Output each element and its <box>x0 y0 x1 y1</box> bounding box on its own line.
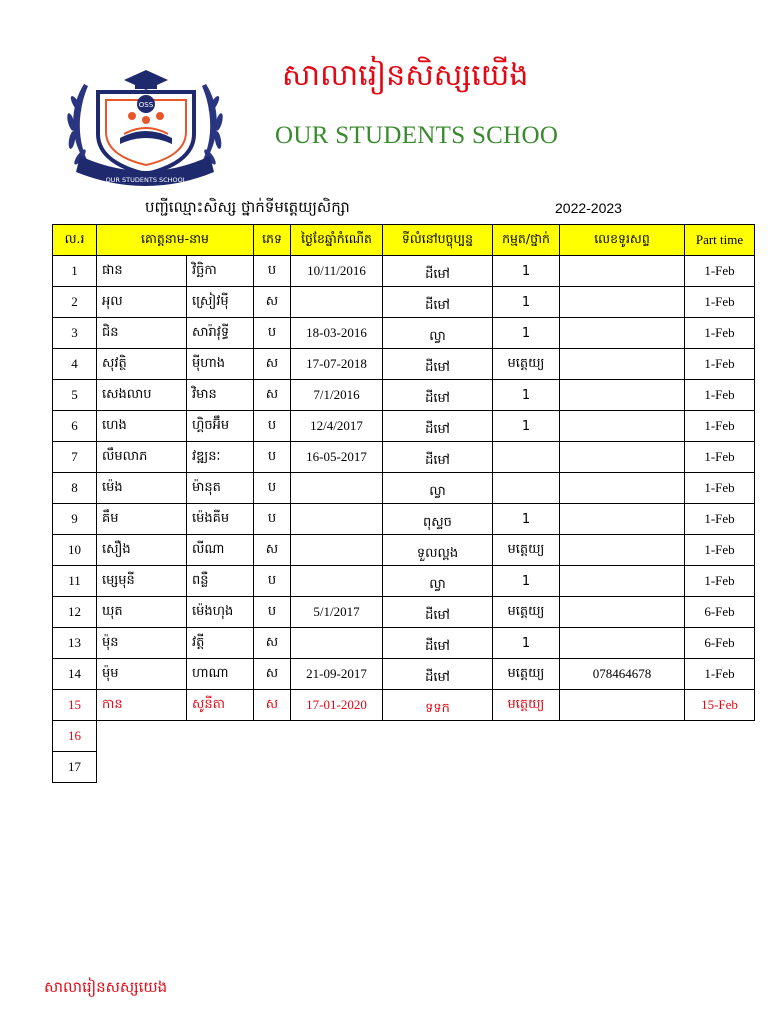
header-part-time: Part time <box>685 225 755 256</box>
cell-address: ល្វា <box>383 318 493 349</box>
cell-sex: ស <box>254 349 291 380</box>
cell-grade: 1 <box>493 380 560 411</box>
cell-address: ដីមៅ <box>383 597 493 628</box>
cell-grade: មត្តេយ្យ <box>493 597 560 628</box>
cell-address: ល្វា <box>383 473 493 504</box>
school-name-english: OUR STUDENTS SCHOO <box>275 122 559 149</box>
cell-dob <box>291 535 383 566</box>
logo-ribbon-text: OUR STUDENTS SCHOOL <box>105 176 187 184</box>
cell-part-time: 1-Feb <box>685 535 755 566</box>
header-no: ល.រ <box>53 225 97 256</box>
cell-given-name: ម៉ានុត <box>187 473 254 504</box>
cell-grade: មត្តេយ្យ <box>493 690 560 721</box>
cell-phone <box>560 256 685 287</box>
cell-sex: ស <box>254 659 291 690</box>
cell-sex: ប <box>254 566 291 597</box>
cell-part-time: 1-Feb <box>685 287 755 318</box>
cell-given-name: វត្តី <box>187 628 254 659</box>
cell-no: 14 <box>53 659 97 690</box>
cell-address: ដីមៅ <box>383 411 493 442</box>
cell-family-name: ម៉ុម <box>97 659 187 690</box>
cell-no: 15 <box>53 690 97 721</box>
table-row <box>53 504 755 535</box>
header-dob: ថ្ងៃខែឆ្នាំកំណើត <box>291 225 383 256</box>
cell-given-name: ស្រៀវម៉ី <box>187 287 254 318</box>
cell-phone <box>560 442 685 473</box>
cell-given-name: ពន្លឺ <box>187 566 254 597</box>
cell-no: 3 <box>53 318 97 349</box>
cell-address: ទួលល្ពង <box>383 535 493 566</box>
cell-family-name: ម្សេមុនី <box>97 566 187 597</box>
table-row <box>53 659 755 690</box>
cell-no: 6 <box>53 411 97 442</box>
cell-given-name: វឌ្ឍនៈ <box>187 442 254 473</box>
cell-phone <box>560 628 685 659</box>
cell-grade <box>493 473 560 504</box>
cell-no: 5 <box>53 380 97 411</box>
cell-address: ដីមៅ <box>383 349 493 380</box>
cell-no: 2 <box>53 287 97 318</box>
cell-sex: ស <box>254 535 291 566</box>
cell-family-name: ហេង <box>97 411 187 442</box>
cell-no: 16 <box>53 721 97 752</box>
cell-dob <box>291 287 383 318</box>
cell-grade: មត្តេយ្យ <box>493 535 560 566</box>
school-year: 2022-2023 <box>555 200 622 216</box>
cell-phone <box>560 535 685 566</box>
cell-sex: ប <box>254 411 291 442</box>
cell-family-name: អុល <box>97 287 187 318</box>
cell-no: 4 <box>53 349 97 380</box>
cell-no: 13 <box>53 628 97 659</box>
cell-dob <box>291 504 383 535</box>
cell-family-name: គឹម <box>97 504 187 535</box>
cell-family-name: លឹមលាភ <box>97 442 187 473</box>
cell-no: 10 <box>53 535 97 566</box>
cell-dob <box>291 473 383 504</box>
cell-dob: 5/1/2017 <box>291 597 383 628</box>
cell-given-name: សូនីតា <box>187 690 254 721</box>
table-row <box>53 535 755 566</box>
cell-address: ពុស្ទច <box>383 504 493 535</box>
header-grade: កម្មត/ថ្នាក់ <box>493 225 560 256</box>
cell-sex: ប <box>254 504 291 535</box>
cell-family-name: កាន <box>97 690 187 721</box>
cell-grade: 1 <box>493 504 560 535</box>
cell-phone <box>560 690 685 721</box>
cell-given-name: លីណា <box>187 535 254 566</box>
cell-no: 1 <box>53 256 97 287</box>
school-name-khmer: សាលារៀនសិស្សយើង <box>282 58 529 93</box>
cell-sex: ស <box>254 628 291 659</box>
cell-grade: 1 <box>493 287 560 318</box>
cell-address: ល្វា <box>383 566 493 597</box>
cell-part-time: 6-Feb <box>685 628 755 659</box>
cell-given-name: វិច្ឆិកា <box>187 256 254 287</box>
student-list-title: បញ្ជីឈ្មោះសិស្ស ថ្នាក់ទីមត្តេយ្យសិក្សា <box>145 198 350 216</box>
school-logo <box>54 64 236 194</box>
cell-no: 7 <box>53 442 97 473</box>
cell-family-name: ម៉េង <box>97 473 187 504</box>
header-phone: លេខទូរសព្ទ <box>560 225 685 256</box>
cell-grade: 1 <box>493 318 560 349</box>
cell-family-name: ផាន <box>97 256 187 287</box>
cell-given-name: វិមាន <box>187 380 254 411</box>
cell-dob: 7/1/2016 <box>291 380 383 411</box>
cell-family-name: ម៉ុន <box>97 628 187 659</box>
header-name: គោត្តនាម-នាម <box>97 225 254 256</box>
cell-dob <box>291 566 383 597</box>
cell-given-name: ម៉េងហុង <box>187 597 254 628</box>
cell-phone <box>560 566 685 597</box>
table-row <box>53 442 755 473</box>
cell-dob: 21-09-2017 <box>291 659 383 690</box>
cell-sex: ស <box>254 287 291 318</box>
table-row <box>53 597 755 628</box>
cell-part-time: 1-Feb <box>685 256 755 287</box>
table-row <box>53 628 755 659</box>
cell-address: ដីមៅ <box>383 256 493 287</box>
cell-part-time: 1-Feb <box>685 504 755 535</box>
cell-family-name: សេងលាប <box>97 380 187 411</box>
cell-family-name: ឃុត <box>97 597 187 628</box>
cell-family-name: សឿង <box>97 535 187 566</box>
cell-phone: 078464678 <box>560 659 685 690</box>
header-address: ទីលំនៅបច្ចុប្បន្ន <box>383 225 493 256</box>
cell-phone <box>560 597 685 628</box>
cell-given-name: ហ្គិចអ៊ឹម <box>187 411 254 442</box>
cell-sex: ប <box>254 442 291 473</box>
header-sex: ភេទ <box>254 225 291 256</box>
cell-dob: 10/11/2016 <box>291 256 383 287</box>
cell-grade: 1 <box>493 256 560 287</box>
cell-address: ដីមៅ <box>383 287 493 318</box>
table-row <box>53 473 755 504</box>
cell-address: ទទក <box>383 690 493 721</box>
cell-phone <box>560 380 685 411</box>
cell-family-name: ជិន <box>97 318 187 349</box>
cell-no: 8 <box>53 473 97 504</box>
cell-given-name: សារ៉ាវុទ្ធី <box>187 318 254 349</box>
cell-dob: 17-01-2020 <box>291 690 383 721</box>
cell-sex: ប <box>254 597 291 628</box>
cell-sex: ស <box>254 690 291 721</box>
cell-sex: ប <box>254 256 291 287</box>
table-row <box>53 411 755 442</box>
table-header-row <box>53 225 755 256</box>
table-row <box>53 349 755 380</box>
cell-address: ដីមៅ <box>383 380 493 411</box>
cell-no: 12 <box>53 597 97 628</box>
cell-part-time: 1-Feb <box>685 566 755 597</box>
cell-part-time: 1-Feb <box>685 442 755 473</box>
cell-dob: 16-05-2017 <box>291 442 383 473</box>
table-row <box>53 318 755 349</box>
cell-no: 9 <box>53 504 97 535</box>
cell-given-name: ហាណា <box>187 659 254 690</box>
cell-sex: ស <box>254 380 291 411</box>
table-row <box>53 380 755 411</box>
cell-given-name: ម៉ីហាង <box>187 349 254 380</box>
cell-sex: ប <box>254 473 291 504</box>
cell-grade: 1 <box>493 628 560 659</box>
cell-part-time: 6-Feb <box>685 597 755 628</box>
cell-grade: 1 <box>493 411 560 442</box>
cell-grade <box>493 442 560 473</box>
cell-address: ដីមៅ <box>383 659 493 690</box>
cell-part-time: 1-Feb <box>685 380 755 411</box>
cell-phone <box>560 411 685 442</box>
cell-no: 17 <box>53 752 97 783</box>
cell-given-name: ម៉េងគីម <box>187 504 254 535</box>
cell-part-time: 1-Feb <box>685 411 755 442</box>
cell-no: 11 <box>53 566 97 597</box>
cell-family-name: សុវត្ថិ <box>97 349 187 380</box>
footer-school-name: សាលារៀនសស្សយេង <box>44 978 168 996</box>
logo-badge-text: OSS <box>138 101 154 109</box>
cell-phone <box>560 349 685 380</box>
cell-dob <box>291 628 383 659</box>
cell-part-time: 1-Feb <box>685 349 755 380</box>
cell-part-time: 1-Feb <box>685 473 755 504</box>
cell-address: ដីមៅ <box>383 442 493 473</box>
cell-phone <box>560 287 685 318</box>
cell-sex: ប <box>254 318 291 349</box>
cell-grade: 1 <box>493 566 560 597</box>
table-row <box>53 690 755 721</box>
cell-dob: 12/4/2017 <box>291 411 383 442</box>
cell-phone <box>560 318 685 349</box>
table-row <box>53 752 755 783</box>
cell-phone <box>560 473 685 504</box>
table-row <box>53 721 755 752</box>
table-row <box>53 287 755 318</box>
cell-part-time: 1-Feb <box>685 659 755 690</box>
student-table <box>52 224 755 783</box>
cell-part-time: 15-Feb <box>685 690 755 721</box>
table-row <box>53 566 755 597</box>
cell-grade: មត្តេយ្យ <box>493 349 560 380</box>
cell-dob: 17-07-2018 <box>291 349 383 380</box>
cell-phone <box>560 504 685 535</box>
table-row <box>53 256 755 287</box>
cell-address: ដីមៅ <box>383 628 493 659</box>
cell-grade: មត្តេយ្យ <box>493 659 560 690</box>
cell-dob: 18-03-2016 <box>291 318 383 349</box>
cell-part-time: 1-Feb <box>685 318 755 349</box>
